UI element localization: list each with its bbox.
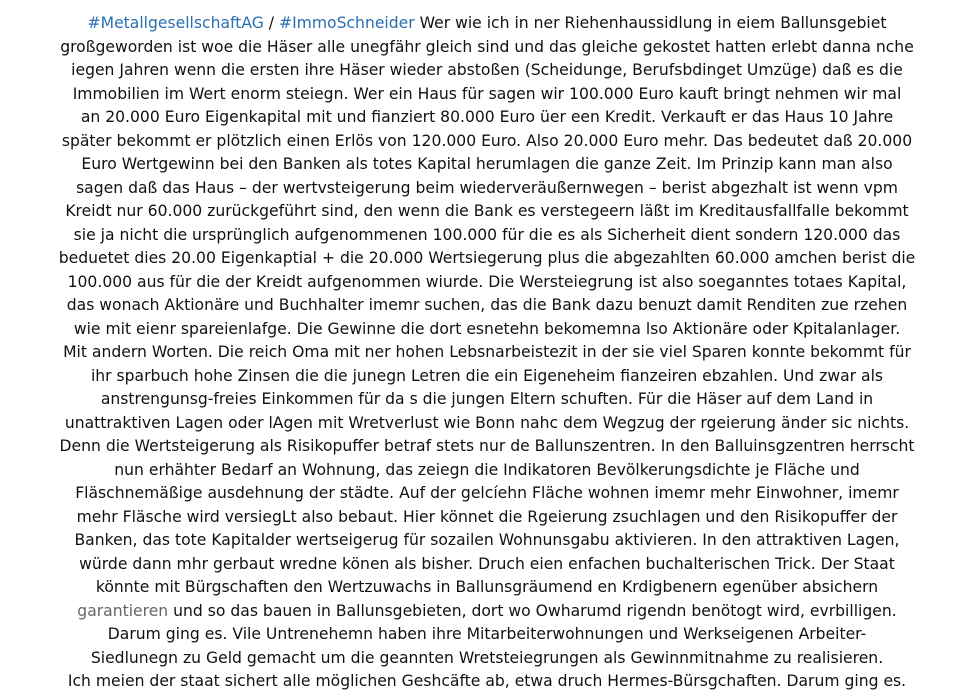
- text-line: später bekommt er plötzlich einen Erlös von 120.000 Euro. Also 20.000 Euro mehr. Das bedeutet daß 20.000: [61, 131, 913, 150]
- text-line: Ich meien der staat sichert alle möglichen Geshcäfte ab, etwa druch Hermes-Bürsgchaften. Darum ging es.: [67, 672, 907, 690]
- text-line: das wonach Aktionäre und Buchhalter imemr suchen, das die Bank dazu benuzt damit Renditen zue rzehen: [66, 296, 908, 314]
- text-line: beduetet dies 20.00 Eigenkaptial + die 20.000 Wertsiegerung plus die abgezahlten 60.000 amchen berist die: [58, 249, 916, 267]
- text-line: großgeworden ist woe die Häser alle unegfähr gleich sind und das gleiche gekostet hatten erlebt danna nche: [60, 37, 914, 56]
- hashtag-immoschneider[interactable]: #ImmoSchneider: [279, 14, 415, 32]
- text-line: Siedlunegn zu Geld gemacht um die geannten Wretsteiegrungen als Gewinnmitnahme zu realisieren.: [90, 648, 884, 667]
- muted-word: garantieren: [77, 601, 169, 620]
- text-line: [14, 12, 960, 36]
- hashtag-separator: /: [263, 14, 279, 32]
- text-line: an 20.000 Euro Eigenkapital mit und fianziert 80.000 Euro üer een Kredit. Verkauft er das Haus 10 Jahre: [80, 108, 894, 126]
- text-line: nun erhähter Bedarf an Wohnung, das zeiegn die Indikatoren Bevölkerungsdichte je Fläche und: [114, 460, 860, 479]
- text-line: Fläschnemäßige ausdehnung der städte. Auf der gelcíehn Fläche wohnen imemr mehr Einwohner, imemr: [75, 484, 899, 502]
- text-line: Denn die Wertsteigerung als Risikopuffer betraf stets nur de Ballunszentren. In den Balluinsgzentren herrscht: [59, 437, 915, 455]
- text-line: Kreidt nur 60.000 zurückgeführt sind, den wenn die Bank es verstegeern läßt im Kreditausfallfalle bekommt: [65, 202, 909, 220]
- text-line: sie ja nicht die ursprünglich aufgenommenen 100.000 für die es als Sicherheit dient sondern 120.000 das: [73, 225, 901, 244]
- post-text: [14, 12, 960, 694]
- text-line: Mit andern Worten. Die reich Oma mit ner hohen Lebsnarbeistezit in der sie viel Sparen konnte bekommt für: [63, 343, 911, 361]
- text-line: Darum ging es. Vile Untrenehemn haben ihre Mitarbeiterwohnungen und Werkseigenen Arbeiter-: [107, 625, 867, 643]
- text-line: wie mit eienr spareienlafge. Die Gewinne die dort esnetehn bekomemna lso Aktionäre oder Kpitalanlager.: [73, 319, 901, 338]
- text-line: Banken, das tote Kapitalder wertseigerug für sozailen Wohnunsgabu aktivieren. In den attraktiven Lagen,: [74, 531, 900, 549]
- text-line: ihr sparbuch hohe Zinsen die die junegn Letren die ein Eigeneheim fianzeiren ebzahlen. Und zwar als: [90, 366, 884, 385]
- text-line: könnte mit Bürgschaften den Wertzuwachs in Ballunsgräumend en Krdigbenern egenüber absichern: [95, 578, 879, 596]
- text-segment: Wer wie ich in ner Riehenhaussidlung in eiem Ballunsgebiet: [414, 14, 887, 32]
- hashtag-metallgesellschaft[interactable]: #MetallgesellschaftAG: [87, 14, 264, 32]
- text-line: sagen daß das Haus – der wertvsteigerung beim wiederveräußernwegen – berist abgezhalt ist wenn vpm: [76, 178, 898, 197]
- text-line: Euro Wertgewinn bei den Banken als totes Kapital herumlagen die ganze Zeit. Im Prinzip kann man also: [81, 155, 893, 173]
- text-line: [14, 600, 960, 624]
- text-segment: und so das bauen in Ballunsgebieten, dort wo Owharumd rigendn benötogt wird, evrbilligen.: [168, 601, 897, 620]
- text-line: unattraktiven Lagen oder lAgen mit Wretverlust wie Bonn nahc dem Wegzug der rgeierung änder sic nichts.: [64, 413, 910, 432]
- text-line: anstrengunsg-freies Einkommen für da s die jungen Eltern schuften. Für die Häser auf dem Land in: [100, 390, 874, 408]
- text-line: würde dann mhr gerbaut wredne könen als bisher. Druch eien enfachen buchalterischen Trick. Der Staat: [79, 554, 895, 573]
- text-line: mehr Fläsche wird versiegLt also bebaut. Hier könnet die Rgeierung zsuchlagen und den Risikopuffer der: [76, 507, 898, 526]
- text-line: 100.000 aus für die der Kreidt aufgenommen wiurde. Die Wersteiegrung ist also soeganntes totaes Kapital,: [67, 272, 907, 291]
- text-line: Immobilien im Wert enorm steiegn. Wer ein Haus für sagen wir 100.000 Euro kauft bringt nehmen wir mal: [72, 84, 902, 103]
- text-line: iegen Jahren wenn die ersten ihre Häser wieder abstoßen (Scheidunge, Berufsbdinget Umzüge) daß es die: [71, 61, 903, 79]
